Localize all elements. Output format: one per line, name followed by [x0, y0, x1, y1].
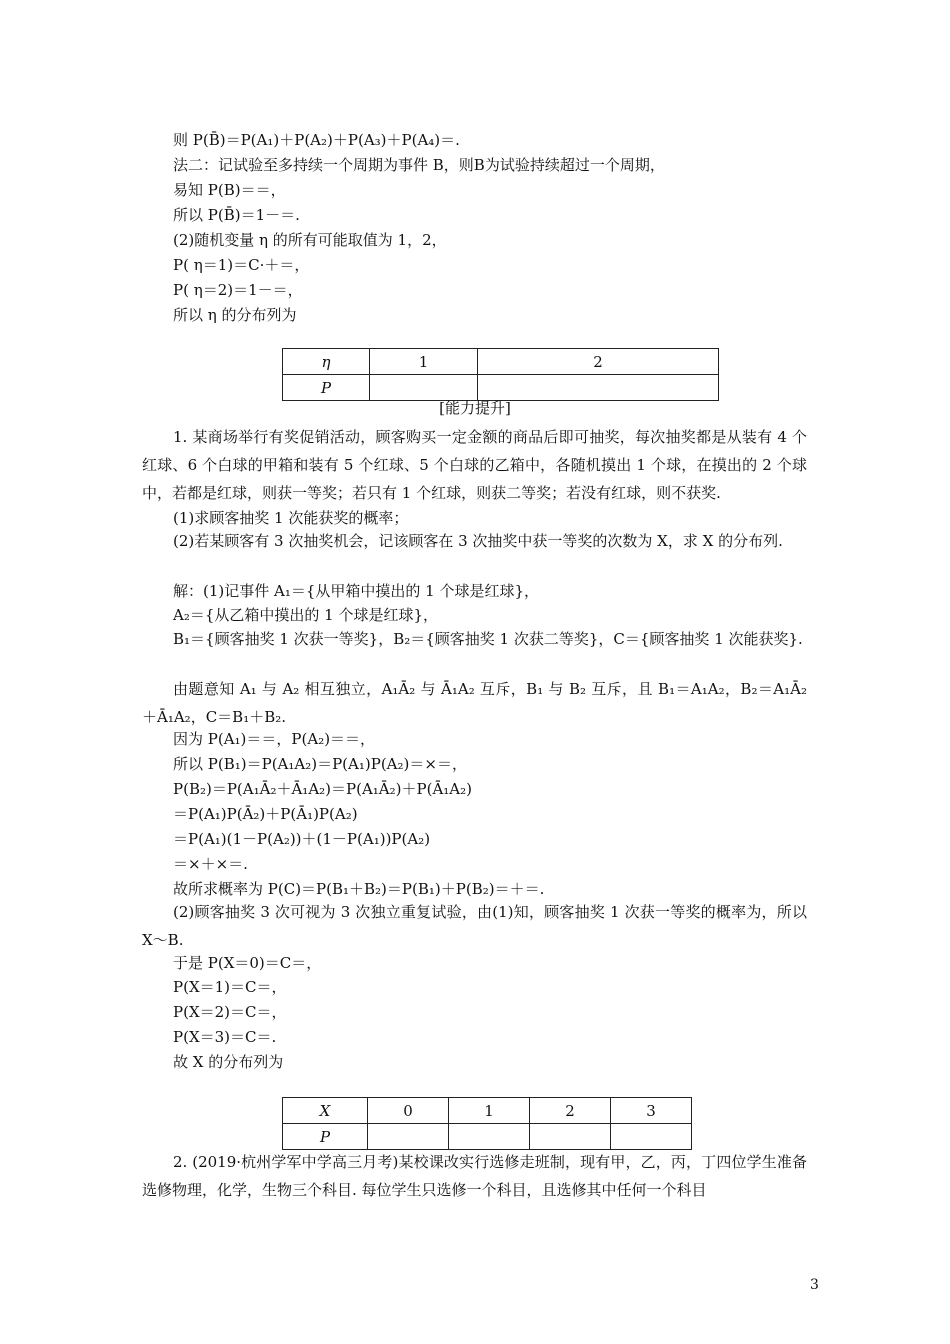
table-header-cell: X	[283, 1098, 368, 1124]
table-header-cell: 1	[370, 349, 478, 375]
table-row-label: P	[283, 375, 370, 401]
solution-line: ＝×＋×＝.	[173, 855, 248, 873]
table-header-cell: 2	[478, 349, 719, 375]
text-line: (2)随机变量 η 的所有可能取值为 1，2，	[173, 231, 447, 249]
solution-line: P(X＝3)＝C＝.	[173, 1028, 277, 1046]
solution-line: 故 X 的分布列为	[173, 1053, 284, 1071]
table-header-cell: 2	[530, 1098, 611, 1124]
solution-line: 于是 P(X＝0)＝C＝，	[173, 954, 322, 972]
table-row-label: P	[283, 1124, 368, 1150]
text-line: 所以 P(B̄)＝1－＝.	[173, 206, 300, 224]
problem-1-q1: (1)求顾客抽奖 1 次能获奖的概率；	[173, 509, 409, 527]
text-line: P( η＝2)＝1－＝，	[173, 281, 303, 299]
table-cell	[530, 1124, 611, 1150]
table-header-cell: η	[283, 349, 370, 375]
x-distribution-table	[282, 1097, 692, 1150]
text-line: 则 P(B̄)＝P(A₁)＋P(A₂)＋P(A₃)＋P(A₄)＝.	[173, 131, 460, 149]
table-header-cell: 1	[449, 1098, 530, 1124]
problem-1-stem: 1. 某商场举行有奖促销活动，顾客购买一定金额的商品后即可抽奖，每次抽奖都是从装有 4 个红球、6 个白球的甲箱和装有 5 个红球、5 个白球的乙箱中，各随机摸出 1 个球，在摸出的 2 个球中，若都是红球，则获一等奖；若只有 1 个红球，则获二等奖；若没有红球，则不获奖.	[142, 428, 807, 502]
table-cell	[368, 1124, 449, 1150]
solution-line: P(X＝1)＝C＝，	[173, 978, 287, 996]
table-header-cell: 0	[368, 1098, 449, 1124]
solution-line: 解：(1)记事件 A₁＝{从甲箱中摸出的 1 个球是红球}，	[173, 582, 540, 600]
text-line: 所以 η 的分布列为	[173, 306, 297, 324]
problem-1-q2: (2)若某顾客有 3 次抽奖机会，记该顾客在 3 次抽奖中获一等奖的次数为 X，求 X 的分布列.	[173, 532, 783, 550]
solution-line: ＝P(A₁)(1－P(A₂))＋(1－P(A₁))P(A₂)	[173, 830, 431, 848]
table-cell	[449, 1124, 530, 1150]
problem-2-stem: 2. (2019·杭州学军中学高三月考)某校课改实行选修走班制，现有甲，乙，丙，丁四位学生准备选修物理，化学，生物三个科目. 每位学生只选修一个科目，且选修其中任何一个科目	[142, 1153, 807, 1199]
solution-line: 因为 P(A₁)＝＝，P(A₂)＝＝，	[173, 730, 376, 748]
solution-line: P(X＝2)＝C＝，	[173, 1003, 287, 1021]
text-line: 易知 P(B)＝＝，	[173, 181, 286, 199]
solution-line: 所以 P(B₁)＝P(A₁A₂)＝P(A₁)P(A₂)＝×＝，	[173, 755, 467, 773]
solution-line: 故所求概率为 P(C)＝P(B₁＋B₂)＝P(B₁)＋P(B₂)＝＋＝.	[173, 880, 545, 898]
table-cell	[478, 375, 719, 401]
solution-paragraph: B₁＝{顾客抽奖 1 次获一等奖}，B₂＝{顾客抽奖 1 次获二等奖}，C＝{顾客抽奖 1 次能获奖}.	[173, 630, 803, 648]
solution-paragraph: 由题意知 A₁ 与 A₂ 相互独立，A₁Ā₂ 与 Ā₁A₂ 互斥，B₁ 与 B₂ 互斥，且 B₁＝A₁A₂，B₂＝A₁Ā₂＋Ā₁A₂，C＝B₁＋B₂.	[142, 680, 807, 726]
text-line: 法二：记试验至多持续一个周期为事件 B，则B为试验持续超过一个周期，	[173, 156, 665, 174]
eta-distribution-table	[282, 348, 719, 401]
solution-line: ＝P(A₁)P(Ā₂)＋P(Ā₁)P(A₂)	[173, 805, 358, 823]
solution-paragraph: (2)顾客抽奖 3 次可视为 3 次独立重复试验，由(1)知，顾客抽奖 1 次获一等奖的概率为，所以 X～B.	[142, 903, 807, 949]
solution-line: A₂＝{从乙箱中摸出的 1 个球是红球}，	[173, 606, 439, 624]
table-cell	[370, 375, 478, 401]
text-line: P( η＝1)＝C·＋＝，	[173, 256, 310, 274]
table-cell	[611, 1124, 692, 1150]
page-number: 3	[810, 1277, 819, 1293]
solution-line: P(B₂)＝P(A₁Ā₂＋Ā₁A₂)＝P(A₁Ā₂)＋P(Ā₁A₂)	[173, 780, 472, 798]
section-title: [能力提升]	[439, 399, 511, 417]
table-header-cell: 3	[611, 1098, 692, 1124]
